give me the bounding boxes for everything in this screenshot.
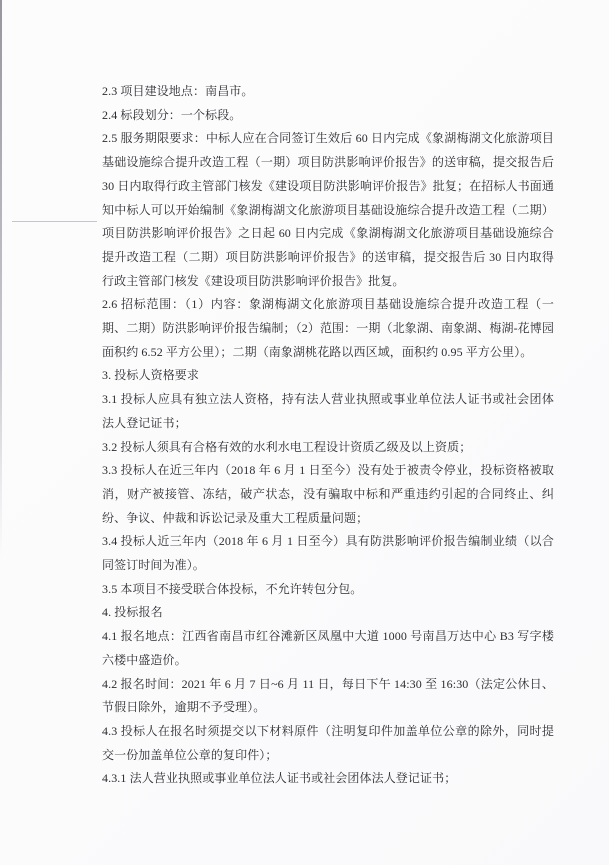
paragraph-4-3-1: 4.3.1 法人营业执照或事业单位法人证书或社会团体法人登记证书；	[102, 771, 457, 786]
scan-paper-edge-artifact	[0, 0, 2, 558]
paragraph-3-1: 3.1 投标人应具有独立法人资格，持有法人营业执照或事业单位法人证书或社会团体法人登记证书；	[102, 392, 554, 430]
scan-fold-line-artifact	[12, 221, 97, 222]
paragraph-3-4: 3.4 投标人近三年内（2018 年 6 月 1 日至今）具有防洪影响评价报告编制业绩（以合同签订时间为准）。	[102, 534, 554, 573]
paragraph-2-4: 2.4 标段划分：一个标段。	[102, 107, 242, 122]
paragraph-3-3: 3.3 投标人在近三年内（2018 年 6 月 1 日至今）没有处于被责令停业，投标资格被取消，财产被接管、冻结，破产状态，没有骗取中标和严重违约引起的合同终止、纠纷、争议、仲裁和诉讼记录及重大工程质量问题；	[102, 463, 554, 525]
section-heading-4: 4. 投标报名	[102, 605, 163, 620]
paragraph-3-2: 3.2 投标人须具有合格有效的水利水电工程设计资质乙级及以上资质；	[102, 439, 472, 454]
section-heading-3: 3. 投标人资格要求	[102, 368, 200, 383]
paragraph-2-3: 2.3 项目建设地点：南昌市。	[102, 84, 254, 98]
paragraph-2-6: 2.6 招标范围：（1）内容：象湖梅湖文化旅游项目基础设施综合提升改造工程（一期、二期）防洪影响评价报告编制；（2）范围：一期（北象湖、南象湖、梅湖-花博园面积约 6.52 平方公里）；二期（南象湖桃花路以西区域，面积约 0.95 平方公里）。	[102, 297, 554, 359]
paragraph-2-5: 2.5 服务期限要求：中标人应在合同签订生效后 60 日内完成《象湖梅湖文化旅游项目基础设施综合提升改造工程（一期）项目防洪影响评价报告》的送审稿，提交报告后 30 日内取得行政主管部门核发《建设项目防洪影响评价报告》批复；在招标人书面通知中标人可以开始编制《象湖梅湖文化旅游项目基础设施综合提升改造工程（二期）项目防洪影响评价报告》之日起 60 日内完成《象湖梅湖文化旅游项目基础设施综合提升改造工程（二期）项目防洪影响评价报告》的送审稿，提交报告后 30 日内取得行政主管部门核发《建设项目防洪影响评价报告》批复。	[102, 131, 554, 288]
paragraph-4-1: 4.1 报名地点：江西省南昌市红谷滩新区凤凰中大道 1000 号南昌万达中心 B3 写字楼六楼中盛造价。	[102, 629, 554, 667]
paragraph-4-3: 4.3 投标人在报名时须提交以下材料原件（注明复印件加盖单位公章的除外，同时提交一份加盖单位公章的复印件）；	[102, 723, 554, 762]
paragraph-3-5: 3.5 本项目不接受联合体投标，不允许转包分包。	[102, 581, 363, 596]
document-body	[102, 80, 554, 791]
paragraph-4-2: 4.2 报名时间：2021 年 6 月 7 日~6 月 11 日，每日下午 14:30 至 16:30（法定公休日、节假日除外，逾期不予受理）。	[102, 676, 554, 715]
